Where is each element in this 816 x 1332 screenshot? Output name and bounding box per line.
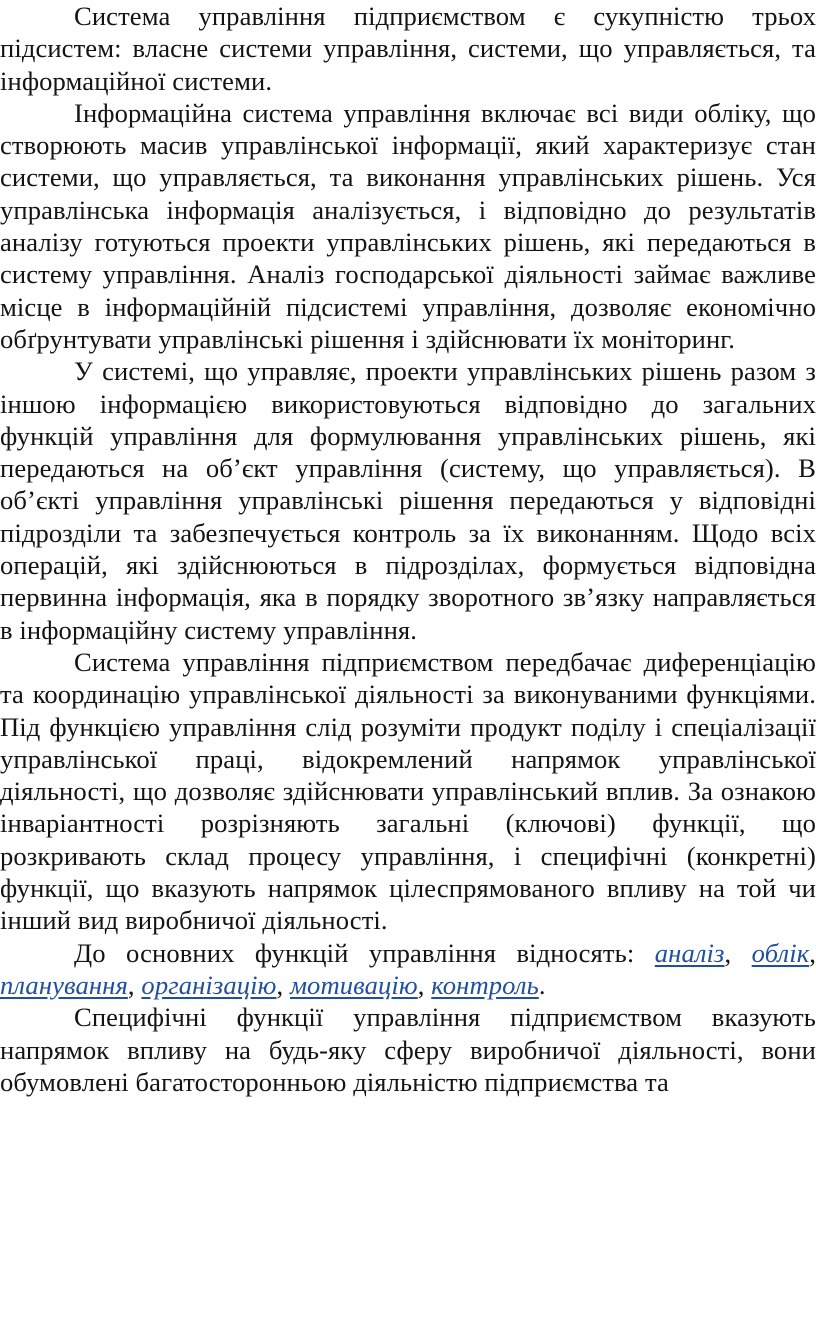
paragraph-system-structure: Система управління підприємством є сукупністю трьох підсистем: власне системи управління, системи, що управляється, та інформаційної системи. [0, 1, 816, 96]
link-analysis[interactable]: аналіз [654, 937, 725, 968]
paragraph-managing-system: У системі, що управляє, проекти управлінських рішень разом з іншою інформацією використовуються відповідно до загальних функцій управління для формулювання управлінських рішень, які передаються на об’єкт управління (систему, що управляється). В об’єкті управління управлінські рішення передаються у відповідні підрозділи та забезпечується контроль за їх виконанням. Щодо всіх операцій, які здійснюються в підрозділах, формується відповідна первинна інформація, яка в порядку зворотного зв’язку направляється в інформаційну систему управління. [0, 356, 816, 645]
separator: , [127, 969, 142, 1000]
link-organization[interactable]: організацію [141, 969, 277, 1000]
link-motivation[interactable]: мотивацію [289, 969, 418, 1000]
link-control[interactable]: контроль [431, 969, 539, 1000]
paragraph-main-functions [0, 937, 816, 1002]
separator: , [809, 937, 816, 968]
paragraph-information-system: Інформаційна система управління включає всі види обліку, що створюють масив управлінської інформації, який характеризує стан системи, що управляється, та виконання управлінських рішень. Уся управлінська інформація аналізується, і відповідно до результатів аналізу готуються проекти управлінських рішень, які передаються в систему управління. Аналіз господарської діяльності займає важливе місце в інформаційній підсистемі управління, дозволяє економічно обґрунтувати управлінські рішення і здійснювати їх моніторинг. [0, 97, 816, 354]
main-functions-end: . [538, 969, 546, 1000]
paragraph-functions-differentiation: Система управління підприємством передбачає диференціацію та координацію управлінської діяльності за виконуваними функціями. Під функцією управління слід розуміти продукт поділу і спеціалізації управлінської праці, відокремлений напрямок управлінської діяльності, що дозволяє здійснювати управлінський вплив. За ознакою інваріантності розрізняють загальні (ключові) функції, що розкривають склад процесу управління, і специфічні (конкретні) функції, що вказують напрямок цілеспрямованого впливу на той чи інший вид виробничої діяльності. [0, 646, 816, 936]
separator: , [417, 969, 432, 1000]
separator: , [724, 937, 752, 968]
main-functions-intro: До основних функцій управління відносять: [74, 937, 655, 968]
link-accounting[interactable]: облік [751, 937, 810, 968]
paragraph-specific-functions: Специфічні функції управління підприємством вказують напрямок впливу на будь-яку сферу виробничої діяльності, вони обумовлені багатосторонньою діяльністю підприємства та [0, 1002, 816, 1097]
link-planning[interactable]: планування [0, 969, 128, 1000]
separator: , [276, 969, 290, 1000]
